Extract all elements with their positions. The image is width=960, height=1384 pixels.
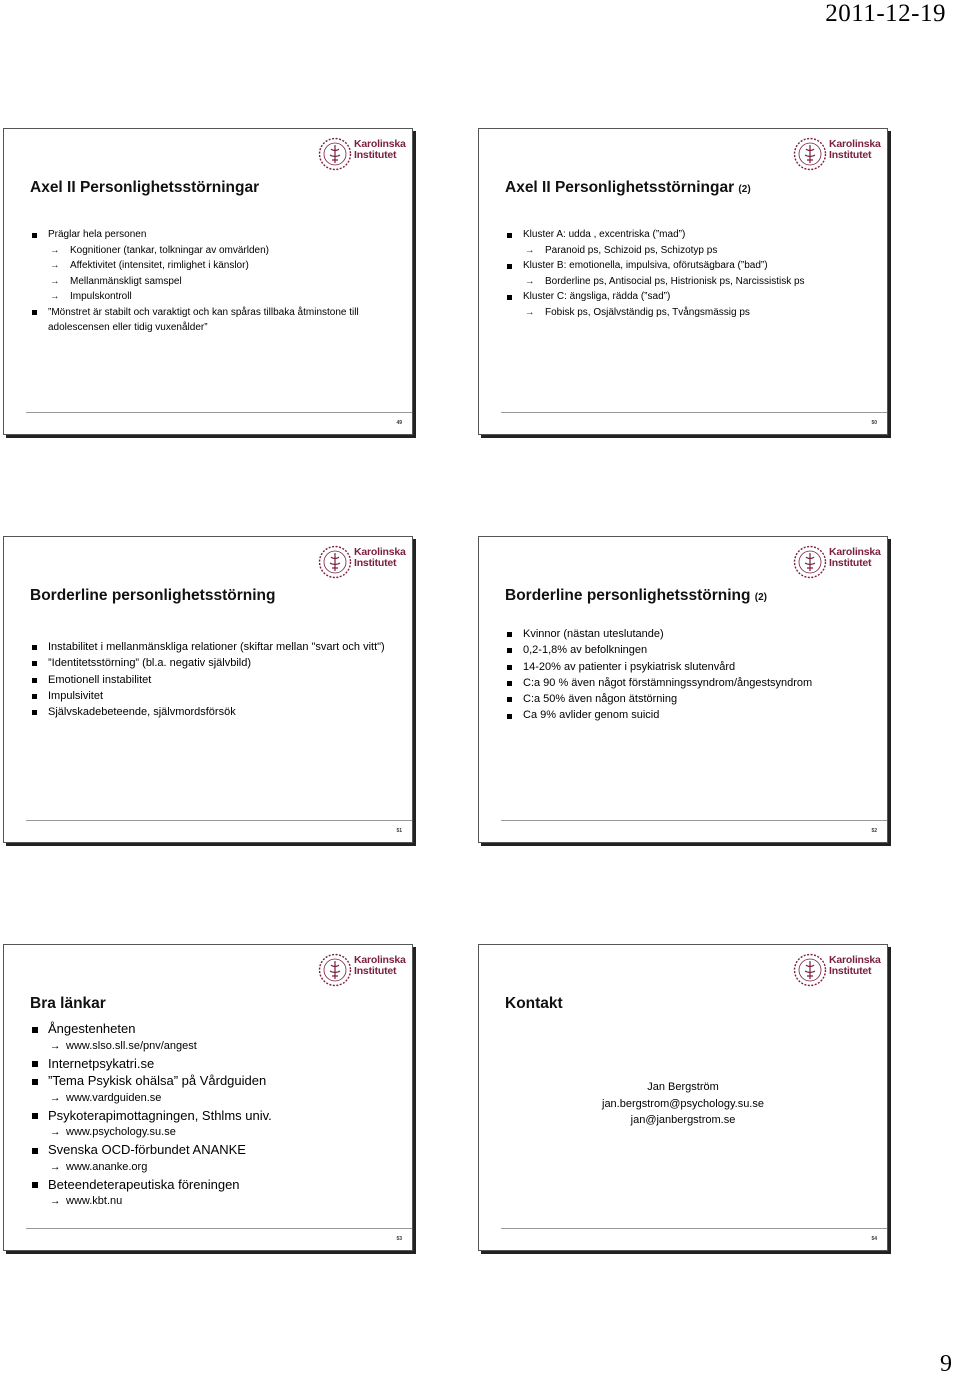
footer-divider [26, 820, 412, 821]
sub-item-text: Fobisk ps, Osjälvständig ps, Tvångsmässig ps [545, 306, 750, 318]
logo-line: Institutet [354, 557, 397, 569]
slide-title-suffix: (2) [754, 592, 767, 603]
bullet-square-icon [507, 233, 512, 238]
logo-line: Institutet [354, 149, 397, 161]
bullet-text: 14-20% av patienter i psykiatrisk slutenvård [523, 660, 736, 673]
sub-item-text: Borderline ps, Antisocial ps, Histrionisk ps, Narcissistisk ps [545, 275, 805, 287]
bullet-text: Internetpsykatri.se [48, 1055, 155, 1071]
sub-item [32, 274, 398, 290]
bullet-item [32, 1141, 398, 1159]
logo-line: Karolinska [354, 546, 406, 558]
bullet-text: Kvinnor (nästan uteslutande) [523, 628, 664, 640]
seal-icon [318, 953, 352, 987]
sub-item [32, 1124, 398, 1141]
page-date: 2011-12-19 [825, 0, 946, 27]
bullet-item [32, 1055, 398, 1073]
slide-title-text: Axel II Personlighetsstörningar [505, 179, 735, 196]
slide-title-text: Kontakt [505, 995, 563, 1012]
slide-title [30, 587, 275, 605]
bullet-square-icon [507, 714, 512, 719]
bullet-square-icon [32, 1027, 38, 1033]
slide-title [30, 179, 259, 197]
bullet-square-icon [32, 1079, 38, 1085]
contact-name: Jan Bergström [647, 1081, 719, 1093]
bullet-item [507, 258, 873, 274]
karolinska-logo [318, 543, 404, 581]
bullet-text: Präglar hela personen [48, 229, 147, 240]
bullet-item [507, 675, 873, 691]
arrow-right-icon: → [525, 306, 535, 318]
slide-number: 52 [871, 828, 877, 834]
slide-number: 50 [871, 420, 877, 426]
bullet-text: Kluster A: udda , excentriska (”mad”) [523, 229, 686, 240]
logo-name [354, 139, 406, 161]
seal-icon [318, 137, 352, 171]
bullet-text: ”Identitetsstörning” (bl.a. negativ självbild) [48, 657, 251, 670]
sub-item-text: www.psychology.su.se [66, 1126, 176, 1138]
slide-title [505, 995, 563, 1013]
bullet-square-icon [32, 661, 37, 666]
footer-divider [26, 1228, 412, 1229]
sub-item [32, 258, 398, 274]
sub-item [507, 305, 873, 321]
karolinska-logo [318, 135, 404, 173]
footer-divider [501, 412, 887, 413]
karolinska-logo [793, 543, 879, 581]
bullet-text: Impulsivitet [48, 689, 104, 702]
bullet-square-icon [32, 710, 37, 715]
slide-content [32, 1020, 398, 1210]
footer-divider [26, 412, 412, 413]
bullet-item [32, 1107, 398, 1125]
sub-item [32, 243, 398, 259]
bullet-item [507, 707, 873, 723]
bullet-square-icon [507, 264, 512, 269]
bullet-text: Kluster C: ängsliga, rädda (”sad”) [523, 291, 671, 302]
bullet-text: Kluster B: emotionella, impulsiva, oförutsägbara (”bad”) [523, 260, 768, 271]
bullet-text: C:a 50% även någon ätstörning [523, 693, 678, 706]
logo-line: Institutet [354, 965, 397, 977]
karolinska-logo [793, 951, 879, 989]
bullet-square-icon [507, 295, 512, 300]
seal-icon [793, 953, 827, 987]
logo-line: Karolinska [354, 954, 406, 966]
bullet-item [32, 639, 398, 655]
bullet-square-icon [507, 632, 512, 637]
bullet-text: Ca 9% avlider genom suicid [523, 709, 660, 722]
bullet-item [32, 672, 398, 688]
bullet-item [507, 659, 873, 675]
slide-title-suffix: (2) [738, 184, 751, 195]
arrow-right-icon: → [525, 275, 535, 287]
sub-item-text: Mellanmänskligt samspel [70, 275, 182, 287]
sub-item [32, 1038, 398, 1055]
bullet-square-icon [32, 310, 37, 315]
sub-item-text: Kognitioner (tankar, tolkningar av omvärlden) [70, 244, 269, 256]
logo-line: Karolinska [829, 546, 881, 558]
slide-title [30, 995, 106, 1013]
bullet-text: Instabilitet i mellanmänskliga relationer (skiftar mellan "svart och vitt") [48, 641, 385, 653]
bullet-item [32, 227, 398, 243]
bullet-text: Svenska OCD-förbundet ANANKE [48, 1142, 246, 1157]
sub-item-text: Paranoid ps, Schizoid ps, Schizotyp ps [545, 244, 718, 256]
seal-icon [793, 545, 827, 579]
logo-name [354, 547, 406, 569]
karolinska-logo [318, 951, 404, 989]
contact-block [479, 1079, 887, 1129]
bullet-item [32, 704, 398, 720]
slide-content [32, 639, 398, 720]
bullet-item [507, 227, 873, 243]
bullet-text: Självskadebeteende, självmordsförsök [48, 706, 236, 719]
slide-52 [478, 536, 888, 843]
bullet-text: Ångestenheten [48, 1021, 136, 1036]
bullet-item [507, 289, 873, 305]
sub-item [32, 1159, 398, 1176]
bullet-text: Beteendeterapeutiska föreningen [48, 1176, 240, 1192]
logo-name [829, 139, 881, 161]
bullet-square-icon [32, 678, 37, 683]
arrow-right-icon: → [50, 244, 60, 256]
logo-line: Institutet [829, 557, 872, 569]
arrow-right-icon: → [50, 1040, 61, 1052]
karolinska-logo [793, 135, 879, 173]
slide-title-text: Borderline personlighetsstörning [30, 587, 276, 604]
logo-line: Karolinska [829, 138, 881, 150]
seal-icon [793, 137, 827, 171]
slide-title [505, 179, 751, 197]
slide-51 [3, 536, 413, 843]
slide-title-text: Borderline personlighetsstörning [505, 587, 751, 604]
contact-email: jan@janbergstrom.se [630, 1114, 736, 1126]
bullet-square-icon [32, 694, 37, 699]
bullet-square-icon [507, 665, 512, 670]
page-number: 9 [940, 1351, 952, 1377]
sub-item-text: www.ananke.org [66, 1160, 148, 1173]
bullet-text: Emotionell instabilitet [48, 673, 152, 686]
bullet-square-icon [32, 1182, 38, 1188]
bullet-text: ”Mönstret är stabilt och varaktigt och kan spåras tillbaka åtminstone till adolescensen eller tidig vuxenålder” [48, 306, 359, 333]
arrow-right-icon: → [50, 1161, 61, 1173]
sub-item [32, 1193, 398, 1210]
logo-line: Karolinska [829, 954, 881, 966]
bullet-item [32, 305, 398, 336]
sub-item-text: www.vardguiden.se [66, 1091, 162, 1104]
bullet-item [507, 691, 873, 707]
bullet-square-icon [32, 645, 37, 650]
arrow-right-icon: → [50, 1196, 61, 1207]
sub-item-text: Impulskontroll [70, 291, 132, 302]
footer-divider [501, 1228, 887, 1229]
arrow-right-icon: → [50, 260, 60, 271]
bullet-item [32, 655, 398, 671]
bullet-square-icon [32, 1113, 38, 1119]
sub-item [32, 1090, 398, 1107]
slide-number: 49 [396, 420, 402, 426]
slide-content [507, 227, 873, 320]
logo-name [829, 955, 881, 977]
slide-53 [3, 944, 413, 1251]
sub-item-text: www.slso.sll.se/pnv/angest [66, 1039, 197, 1052]
sub-item [507, 243, 873, 259]
slide-title-text: Bra länkar [30, 995, 106, 1012]
slide-50 [478, 128, 888, 435]
arrow-right-icon: → [525, 244, 535, 256]
slide-number: 54 [871, 1236, 877, 1242]
bullet-text: ”Tema Psykisk ohälsa” på Vårdguiden [48, 1073, 267, 1088]
slide-number: 53 [396, 1236, 402, 1242]
slide-content [507, 626, 873, 724]
bullet-square-icon [507, 681, 512, 686]
sub-item [32, 289, 398, 305]
slide-title [505, 587, 767, 605]
logo-name [354, 955, 406, 977]
bullet-text: C:a 90 % även något förstämningssyndrom/ångestsyndrom [523, 676, 813, 689]
seal-icon [318, 545, 352, 579]
bullet-text: 0,2-1,8% av befolkningen [523, 644, 648, 657]
logo-line: Institutet [829, 965, 872, 977]
bullet-square-icon [507, 697, 512, 702]
bullet-square-icon [32, 1148, 38, 1154]
slide-49 [3, 128, 413, 435]
bullet-item [32, 688, 398, 704]
arrow-right-icon: → [50, 275, 60, 287]
slide-number: 51 [396, 828, 402, 834]
slide-content [32, 227, 398, 336]
sub-item-text: www.kbt.nu [66, 1195, 123, 1207]
bullet-square-icon [32, 233, 37, 238]
bullet-square-icon [507, 648, 512, 653]
sub-item [507, 274, 873, 290]
logo-line: Institutet [829, 149, 872, 161]
slide-54 [478, 944, 888, 1251]
bullet-item [507, 626, 873, 642]
sub-item-text: Affektivitet (intensitet, rimlighet i känslor) [70, 260, 249, 271]
arrow-right-icon: → [50, 1092, 61, 1104]
slide-title-text: Axel II Personlighetsstörningar [30, 179, 260, 196]
bullet-item [507, 642, 873, 658]
arrow-right-icon: → [50, 291, 60, 302]
bullet-item [32, 1072, 398, 1090]
contact-email: jan.bergstrom@psychology.su.se [602, 1097, 764, 1110]
bullet-item [32, 1176, 398, 1194]
footer-divider [501, 820, 887, 821]
logo-name [829, 547, 881, 569]
bullet-item [32, 1020, 398, 1038]
bullet-square-icon [32, 1061, 38, 1067]
bullet-text: Psykoterapimottagningen, Sthlms univ. [48, 1107, 272, 1123]
arrow-right-icon: → [50, 1127, 61, 1138]
logo-line: Karolinska [354, 138, 406, 150]
